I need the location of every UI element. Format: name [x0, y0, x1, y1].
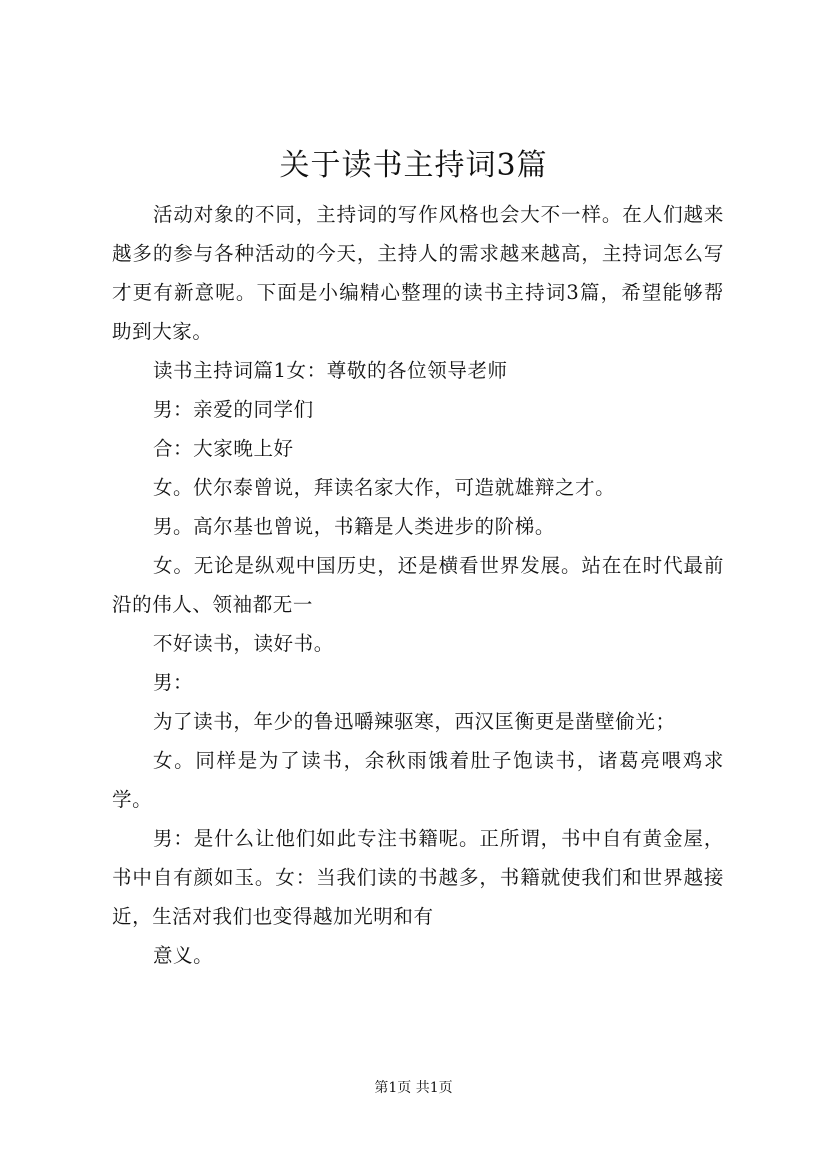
paragraph: 为了读书，年少的鲁迅嚼辣驱寒，西汉匡衡更是凿壁偷光； [152, 710, 676, 733]
paragraph: 不好读书，读好书。 [152, 632, 334, 655]
paragraph: 读书主持词篇1女：尊敬的各位领导老师 [152, 359, 508, 382]
paragraph: 男：是什么让他们如此专注书籍呢。正所谓，书中自有黄金屋，书中自有颜如玉。女：当我们读的书越多，书籍就使我们和世界越接近，生活对我们也变得越加光明和有 [112, 827, 724, 928]
paragraph: 女。无论是纵观中国历史，还是横看世界发展。站在在时代最前沿的伟人、领袖都无一 [112, 554, 724, 616]
document-title: 关于读书主持词3篇 [279, 148, 548, 183]
page-footer: 第1页 共1页 [374, 1080, 453, 1096]
paragraph: 女。同样是为了读书，余秋雨饿着肚子饱读书，诸葛亮喂鸡求学。 [112, 749, 724, 811]
paragraph-intro: 活动对象的不同，主持词的写作风格也会大不一样。在人们越来越多的参与各种活动的今天，主持人的需求越来越高，主持词怎么写才更有新意呢。下面是小编精心整理的读书主持词3篇，希望能够帮助到大家。 [112, 203, 724, 343]
paragraph: 意义。 [152, 944, 214, 967]
paragraph: 男： [152, 671, 194, 694]
paragraph: 男。高尔基也曾说，书籍是人类进步的阶梯。 [152, 515, 555, 538]
paragraph: 男：亲爱的同学们 [152, 398, 314, 421]
paragraph: 合：大家晚上好 [152, 437, 294, 460]
document-body [112, 195, 724, 975]
paragraph: 女。伏尔泰曾说，拜读名家大作，可造就雄辩之才。 [152, 476, 616, 499]
